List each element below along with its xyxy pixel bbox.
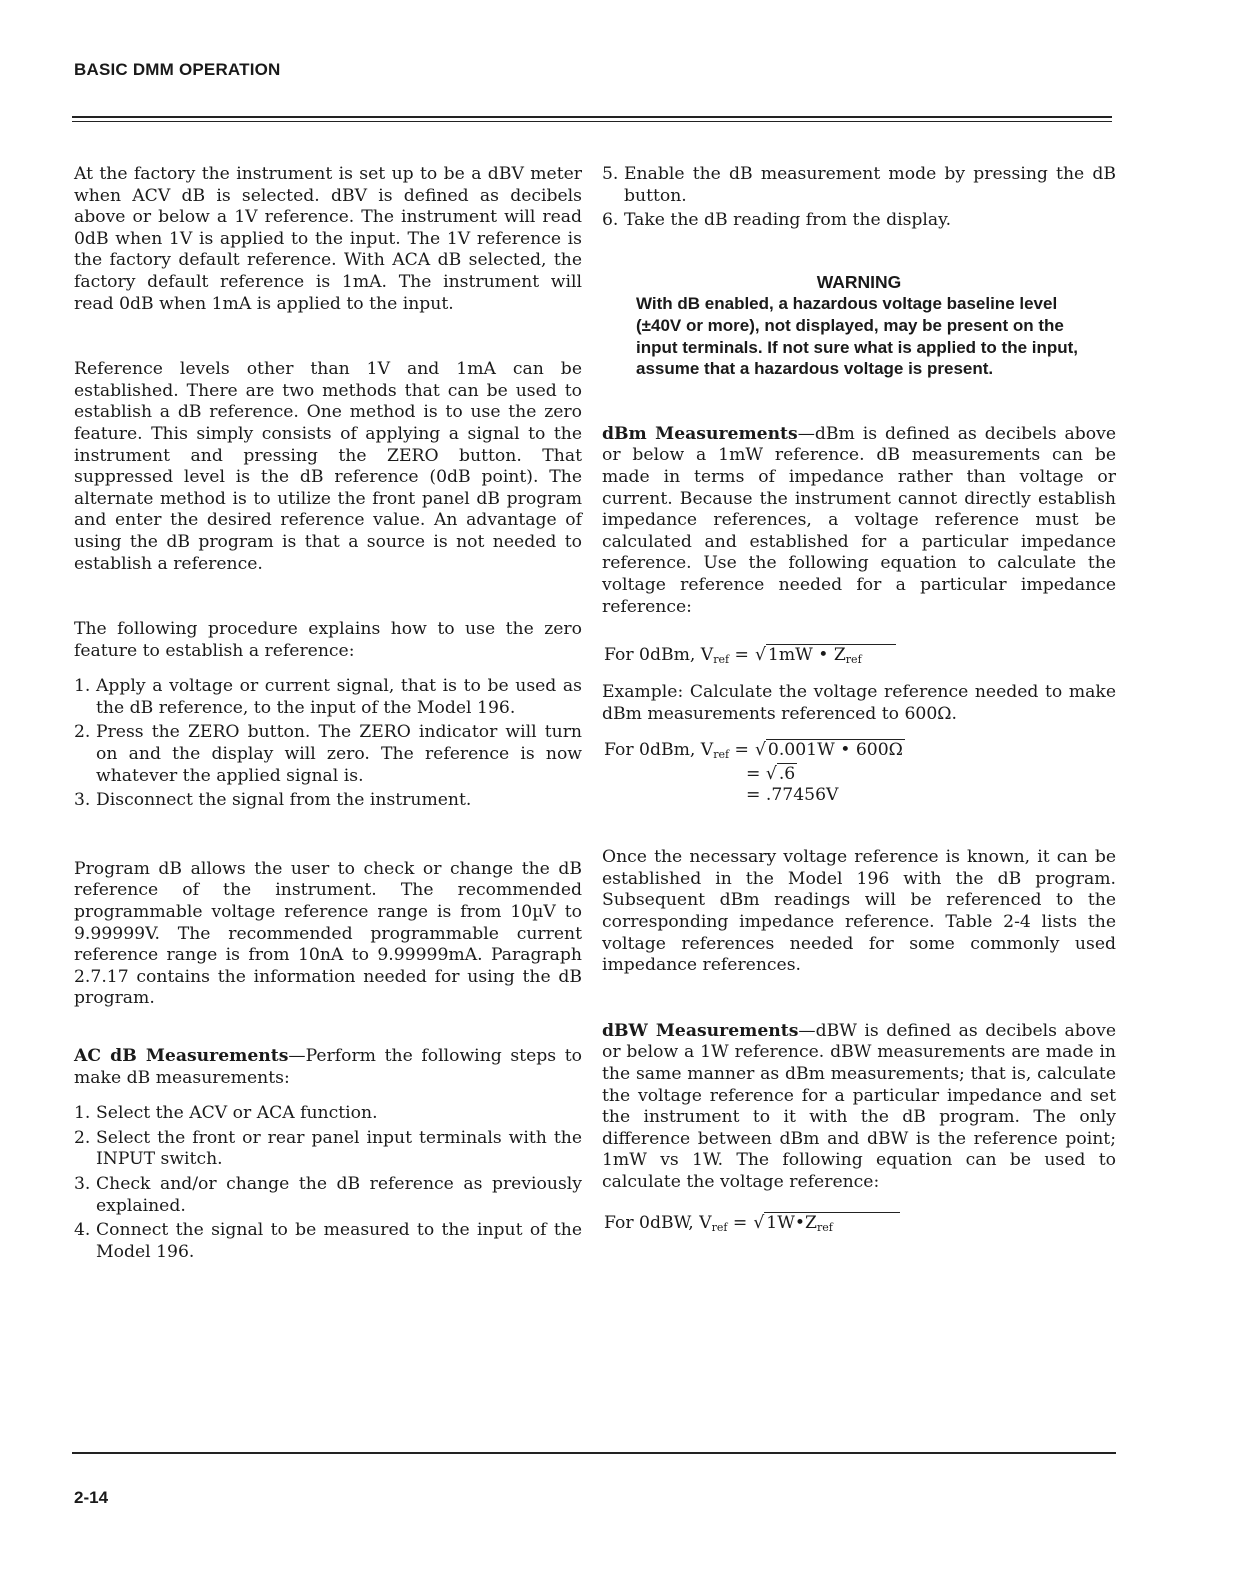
list-item: 4. Connect the signal to be measured to the input of the Model 196. xyxy=(74,1220,582,1262)
warning-block xyxy=(636,272,1082,380)
example-paragraph: Example: Calculate the voltage reference needed to make dBm measurements referenced to 600Ω. xyxy=(602,682,1116,724)
radical-sign: √ xyxy=(754,645,766,666)
zero-procedure-list xyxy=(74,676,582,812)
radical-sign: √ xyxy=(754,740,766,761)
once-known-paragraph: Once the necessary voltage reference is known, it can be established in the Model 196 with the dB program. Subsequent dBm readings will be referenced to the corresponding impedance reference. Table 2-4 lists the voltage references needed for some commonly used impedance references. xyxy=(602,847,1116,976)
ac-db-steps-continued xyxy=(602,164,1116,232)
example-equation-line-3: = .77456V xyxy=(746,785,839,806)
dbw-heading: dBW Measurements xyxy=(602,1020,799,1041)
list-item: 3. Disconnect the signal from the instrument. xyxy=(74,790,472,811)
warning-text: With dB enabled, a hazardous voltage baseline level (±40V or more), not displayed, may be present on the input terminals. If not sure what is applied to the input, assume that a hazardous voltage is present. xyxy=(636,294,1079,379)
procedure-intro-paragraph: The following procedure explains how to use the zero feature to establish a reference: xyxy=(74,619,582,661)
dbm-paragraph: dBm Measurements—dBm is defined as decibels above or below a 1mW reference. dB measurements can be made in terms of impedance rather than voltage or current. Because the instrument cannot directly establish impedance references, a voltage reference must be calculated and established for a particular impedance reference. Use the following equation to calculate the voltage reference needed for a particular impedance reference: xyxy=(602,423,1116,617)
list-item: 3. Check and/or change the dB reference as previously explained. xyxy=(74,1173,582,1216)
list-item: 1. Apply a voltage or current signal, that is to be used as the dB reference, to the input of the Model 196. xyxy=(74,676,582,718)
list-item: 2. Select the front or rear panel input terminals with the INPUT switch. xyxy=(74,1127,582,1170)
dbw-equation: For 0dBW, $V_{ref}$ =√ $1W•Z_{ref}$ xyxy=(604,1212,1116,1236)
list-item: 5. Enable the dB measurement mode by pressing the dB button. xyxy=(602,164,1116,206)
header-rule-thin xyxy=(72,121,1112,122)
radical-sign: √ xyxy=(753,1212,765,1233)
list-item: 2. Press the ZERO button. The ZERO indicator will turn on and the display will zero. The reference is now whatever the applied signal is. xyxy=(74,722,582,786)
list-item: 6. Take the dB reading from the display. xyxy=(602,210,952,231)
ac-db-paragraph: AC dB Measurements—Perform the following steps to make dB measurements: xyxy=(74,1046,582,1088)
right-column xyxy=(602,164,1116,1236)
ac-db-steps-list xyxy=(74,1103,582,1263)
dbm-equation: For 0dBm, $V_{ref}$ =√ 1mW • $Z_{ref}$ xyxy=(604,644,1116,668)
left-column xyxy=(74,164,582,1266)
list-item: 1. Select the ACV or ACA function. xyxy=(74,1103,378,1124)
example-equation: For 0dBm, $V_{ref}$ =√ 0.001W • 600Ω xyxy=(604,740,903,762)
page-number: 2-14 xyxy=(74,1488,109,1507)
warning-title: WARNING xyxy=(816,271,902,292)
page-header-title: BASIC DMM OPERATION xyxy=(74,60,281,79)
radical-sign: √ xyxy=(765,764,777,785)
header-rule xyxy=(72,116,1112,118)
dbm-heading: dBm Measurements xyxy=(602,423,798,444)
example-equation-line-2: = √ .6 xyxy=(746,764,796,785)
footer-rule xyxy=(72,1452,1116,1454)
intro-paragraph: At the factory the instrument is set up to be a dBV meter when ACV dB is selected. dBV is defined as decibels above or below a 1V reference. The instrument will read 0dB when 1V is applied to the input. The 1V reference is the factory default reference. With ACA dB selected, the factory default reference is 1mA. The instrument will read 0dB when 1mA is applied to the input. xyxy=(74,164,582,314)
reference-levels-paragraph: Reference levels other than 1V and 1mA can be established. There are two methods that can be used to establish a dB reference. One method is to use the zero feature. This simply consists of applying a signal to the instrument and pressing the ZERO button. That suppressed level is the dB reference (0dB point). The alternate method is to utilize the front panel dB program and enter the desired reference value. An advantage of using the dB program is that a source is not needed to establish a reference. xyxy=(74,359,582,574)
program-db-paragraph: Program dB allows the user to check or change the dB reference of the instrument. The recommended programmable voltage reference range is from 10µV to 9.99999V. The recommended programmable current reference range is from 10nA to 9.99999mA. Paragraph 2.7.17 contains the information needed for using the dB program. xyxy=(74,858,582,1009)
ac-db-heading: AC dB Measurements xyxy=(74,1046,289,1066)
dbw-paragraph: dBW Measurements—dBW is defined as decibels above or below a 1W reference. dBW measurements are made in the same manner as dBm measurements; that is, calculate the voltage reference for a particular impedance and set the instrument to it with the dB program. The only difference between dBm and dBW is the reference point; 1mW vs 1W. The following equation can be used to calculate the voltage reference: xyxy=(602,1020,1116,1192)
